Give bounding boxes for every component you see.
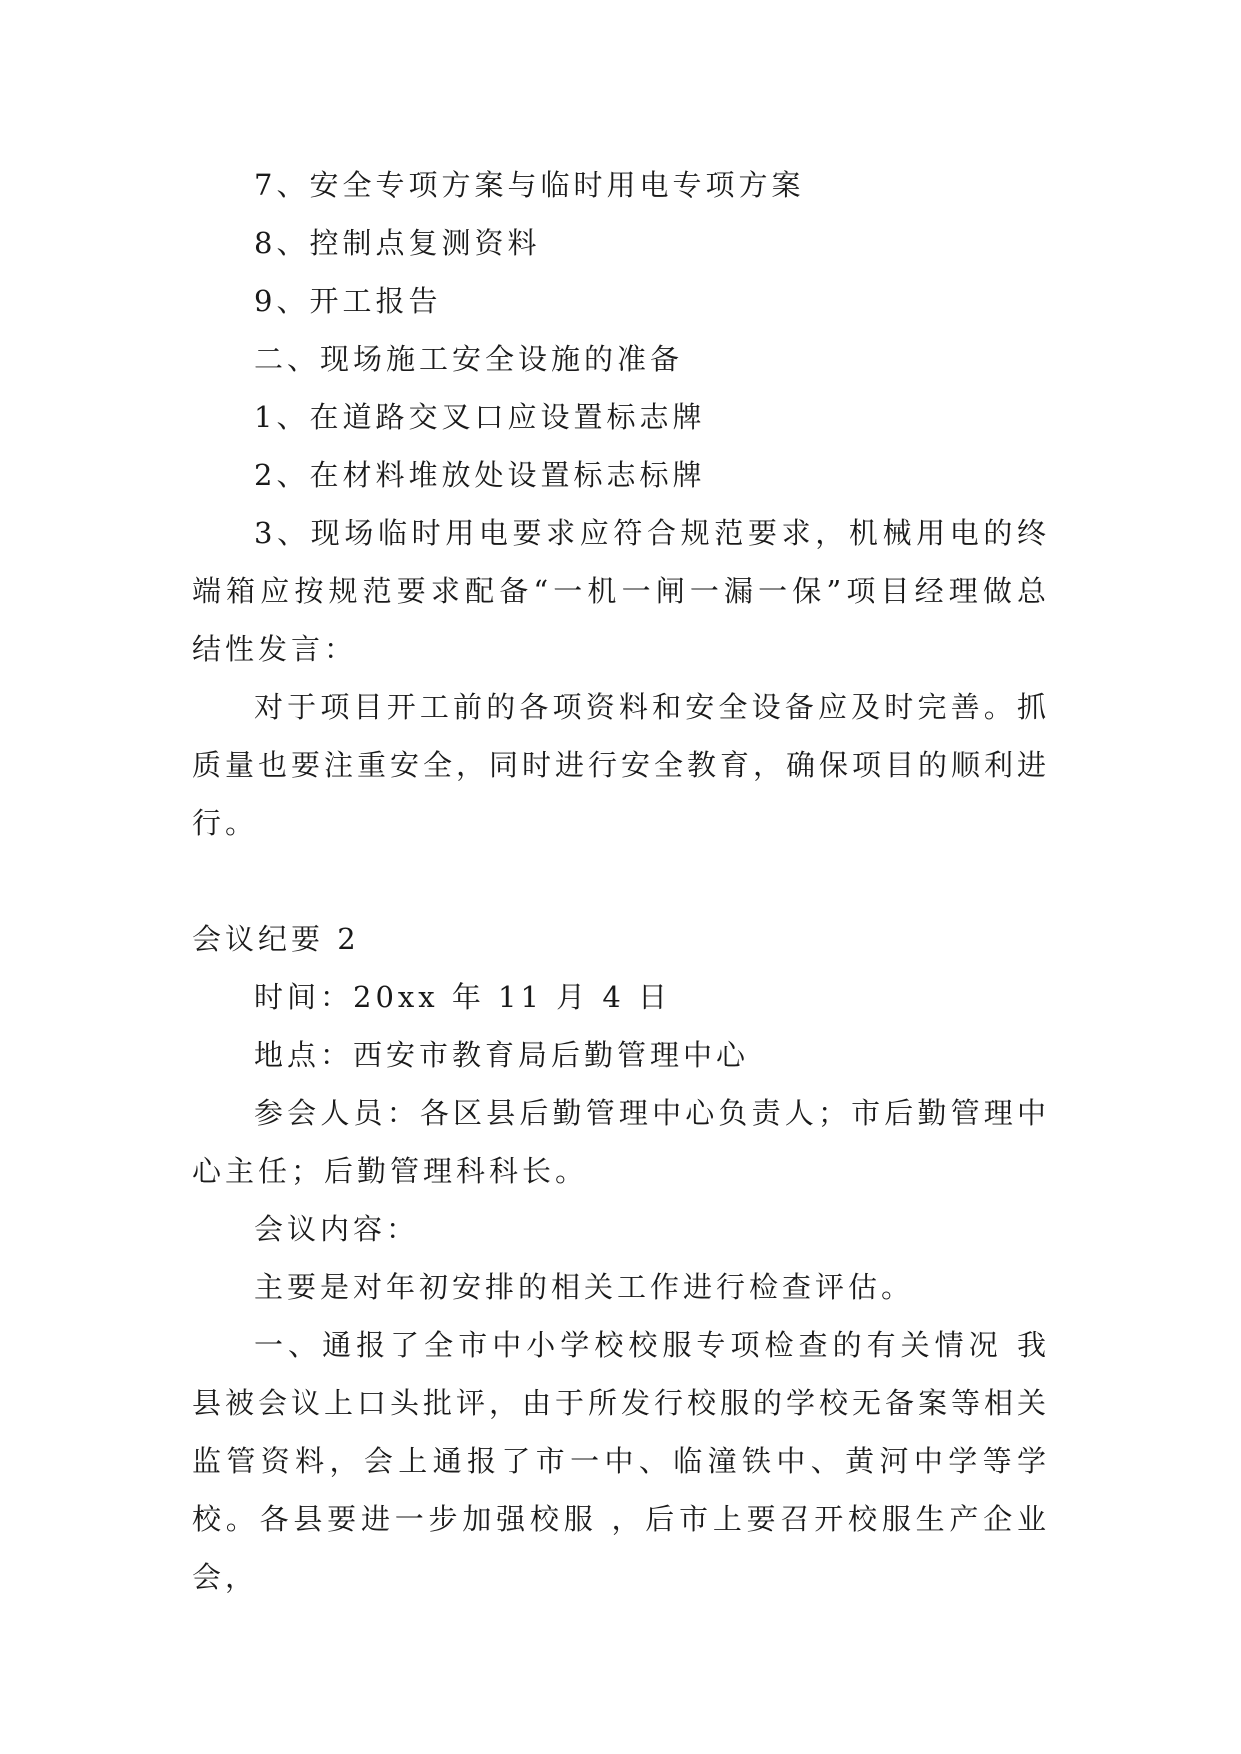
meeting-place: 地点：西安市教育局后勤管理中心 [254, 1038, 750, 1072]
meeting-time: 时间：20xx 年 11 月 4 日 [254, 980, 672, 1014]
list-item: 9、开工报告 [254, 284, 442, 318]
list-item: 8、控制点复测资料 [254, 226, 541, 260]
list-item: 3、现场临时用电要求应符合规范要求，机械用电的终端箱应按规范要求配备“一机一闸一漏一保”项目经理做总结性发言： [192, 516, 1050, 666]
meeting-content-label: 会议内容： [254, 1212, 420, 1246]
summary-paragraph: 对于项目开工前的各项资料和安全设备应及时完善。抓质量也要注重安全，同时进行安全教育，确保项目的顺利进行。 [192, 690, 1051, 840]
section-heading: 二、现场施工安全设施的准备 [254, 342, 684, 376]
list-item: 2、在材料堆放处设置标志标牌 [254, 458, 706, 492]
meeting-attendees: 参会人员：各区县后勤管理中心负责人；市后勤管理中心主任；后勤管理科科长。 [192, 1096, 1050, 1188]
list-item: 1、在道路交叉口应设置标志牌 [254, 400, 706, 434]
list-item: 7、安全专项方案与临时用电专项方案 [254, 168, 805, 202]
section-title: 会议纪要 2 [192, 922, 360, 956]
section-spacer [192, 852, 1050, 910]
meeting-point-1: 一、通报了全市中小学校校服专项检查的有关情况 我县被会议上口头批评，由于所发行校服的学校无备案等相关监管资料，会上通报了市一中、临潼铁中、黄河中学等学校。各县要进一步加强校服 ，后市上要召开校服生产企业会， [192, 1328, 1051, 1594]
document-body [192, 156, 1050, 1606]
meeting-main-point: 主要是对年初安排的相关工作进行检查评估。 [254, 1270, 915, 1304]
